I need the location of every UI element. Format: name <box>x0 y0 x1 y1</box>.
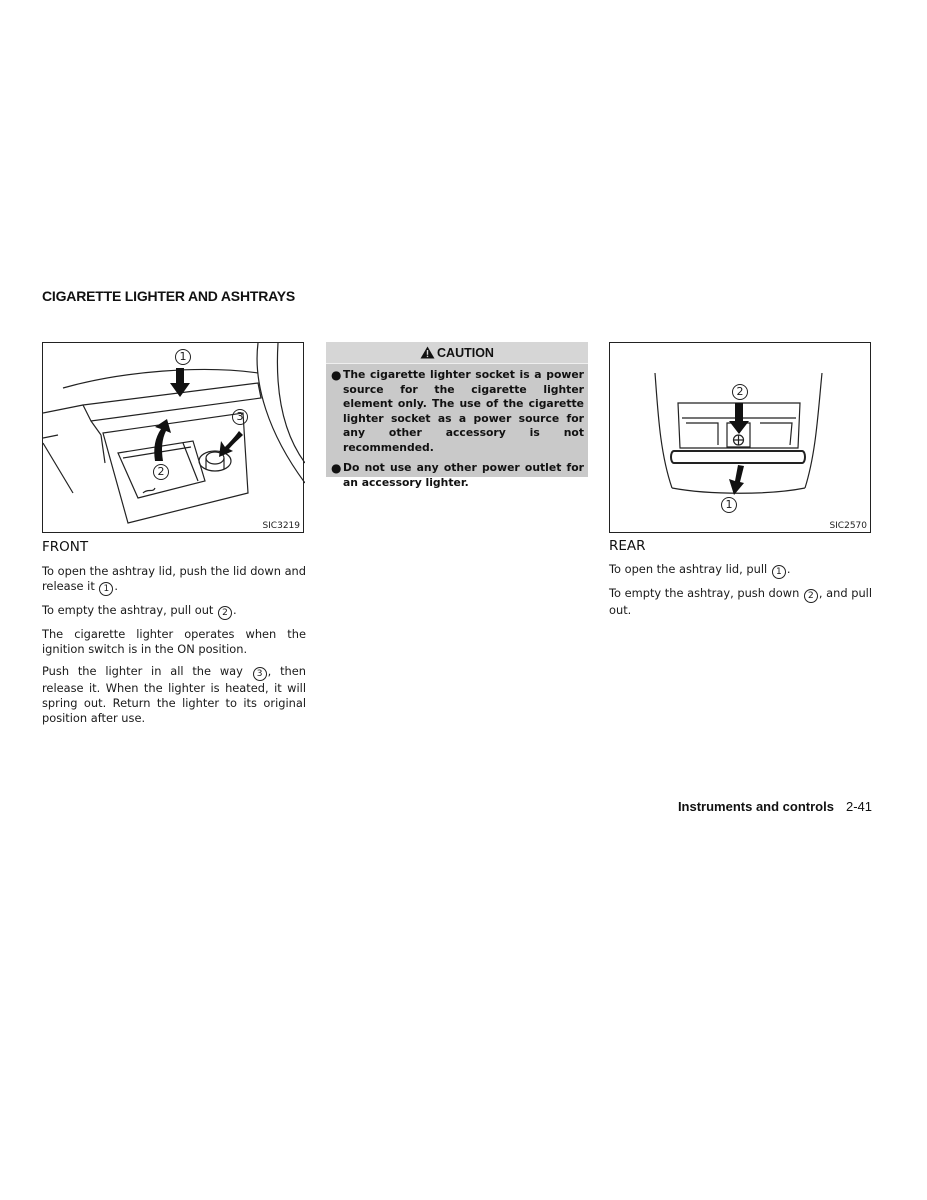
callout-2: 2 <box>153 464 169 480</box>
paragraph <box>42 564 306 596</box>
text: The cigarette lighter operates when the ignition switch is in the ON position. <box>42 627 306 656</box>
paragraph <box>609 586 872 618</box>
bullet: ● <box>331 461 342 475</box>
chapter-name: Instruments and controls <box>677 799 834 814</box>
rear-text <box>609 562 872 625</box>
callout-1: 1 <box>175 349 191 365</box>
paragraph <box>42 627 306 657</box>
page-footer <box>678 799 872 814</box>
page-number: 2-41 <box>845 799 872 814</box>
callout-2: 2 <box>732 384 748 400</box>
text: To empty the ashtray, pull out <box>42 603 218 617</box>
callout-number: 2 <box>804 589 818 603</box>
front-ashtray-illustration <box>42 342 304 533</box>
callout-number: 1 <box>99 582 113 596</box>
warning-icon <box>420 346 435 359</box>
text: To empty the ashtray, push down <box>609 586 803 600</box>
bullet: ● <box>331 368 342 382</box>
callout-number: 3 <box>253 667 267 681</box>
rear-ashtray-drawing <box>610 343 872 534</box>
caution-header <box>326 342 588 364</box>
caution-list <box>326 364 588 490</box>
front-text <box>42 564 306 733</box>
caution-item <box>330 368 584 455</box>
front-ashtray-drawing <box>43 343 305 534</box>
callout-number: 1 <box>772 565 786 579</box>
rear-heading: REAR <box>609 538 646 554</box>
text: Push the lighter in all the way <box>42 664 252 678</box>
text: To open the ashtray lid, pull <box>609 562 771 576</box>
callout-3: 3 <box>232 409 248 425</box>
text: To open the ashtray lid, push the lid down and release it <box>42 564 306 593</box>
rear-ashtray-illustration <box>609 342 871 533</box>
callout-1: 1 <box>721 497 737 513</box>
text: . <box>114 579 119 593</box>
front-heading: FRONT <box>42 539 89 555</box>
paragraph <box>609 562 872 579</box>
caution-box <box>326 342 588 489</box>
caution-text: The cigarette lighter socket is a power source for the cigarette lighter element only. The use of the cigarette lighter socket as a power source for any other accessory is not recommended. <box>343 368 584 454</box>
figure-code: SIC2570 <box>829 521 867 531</box>
paragraph <box>42 603 306 620</box>
caution-text: Do not use any other power outlet for an accessory lighter. <box>343 461 584 489</box>
text: , then release it. When the lighter is heated, it will spring out. Return the lighter to its original position after use. <box>42 664 306 725</box>
paragraph <box>42 664 306 726</box>
figure-code: SIC3219 <box>262 521 300 531</box>
section-title: CIGARETTE LIGHTER AND ASHTRAYS <box>42 288 296 304</box>
text: , and pull out. <box>609 586 872 617</box>
text: . <box>233 603 237 617</box>
caution-title: CAUTION <box>437 345 494 360</box>
callout-number: 2 <box>218 606 232 620</box>
text: . <box>786 562 791 576</box>
caution-item <box>330 461 584 490</box>
